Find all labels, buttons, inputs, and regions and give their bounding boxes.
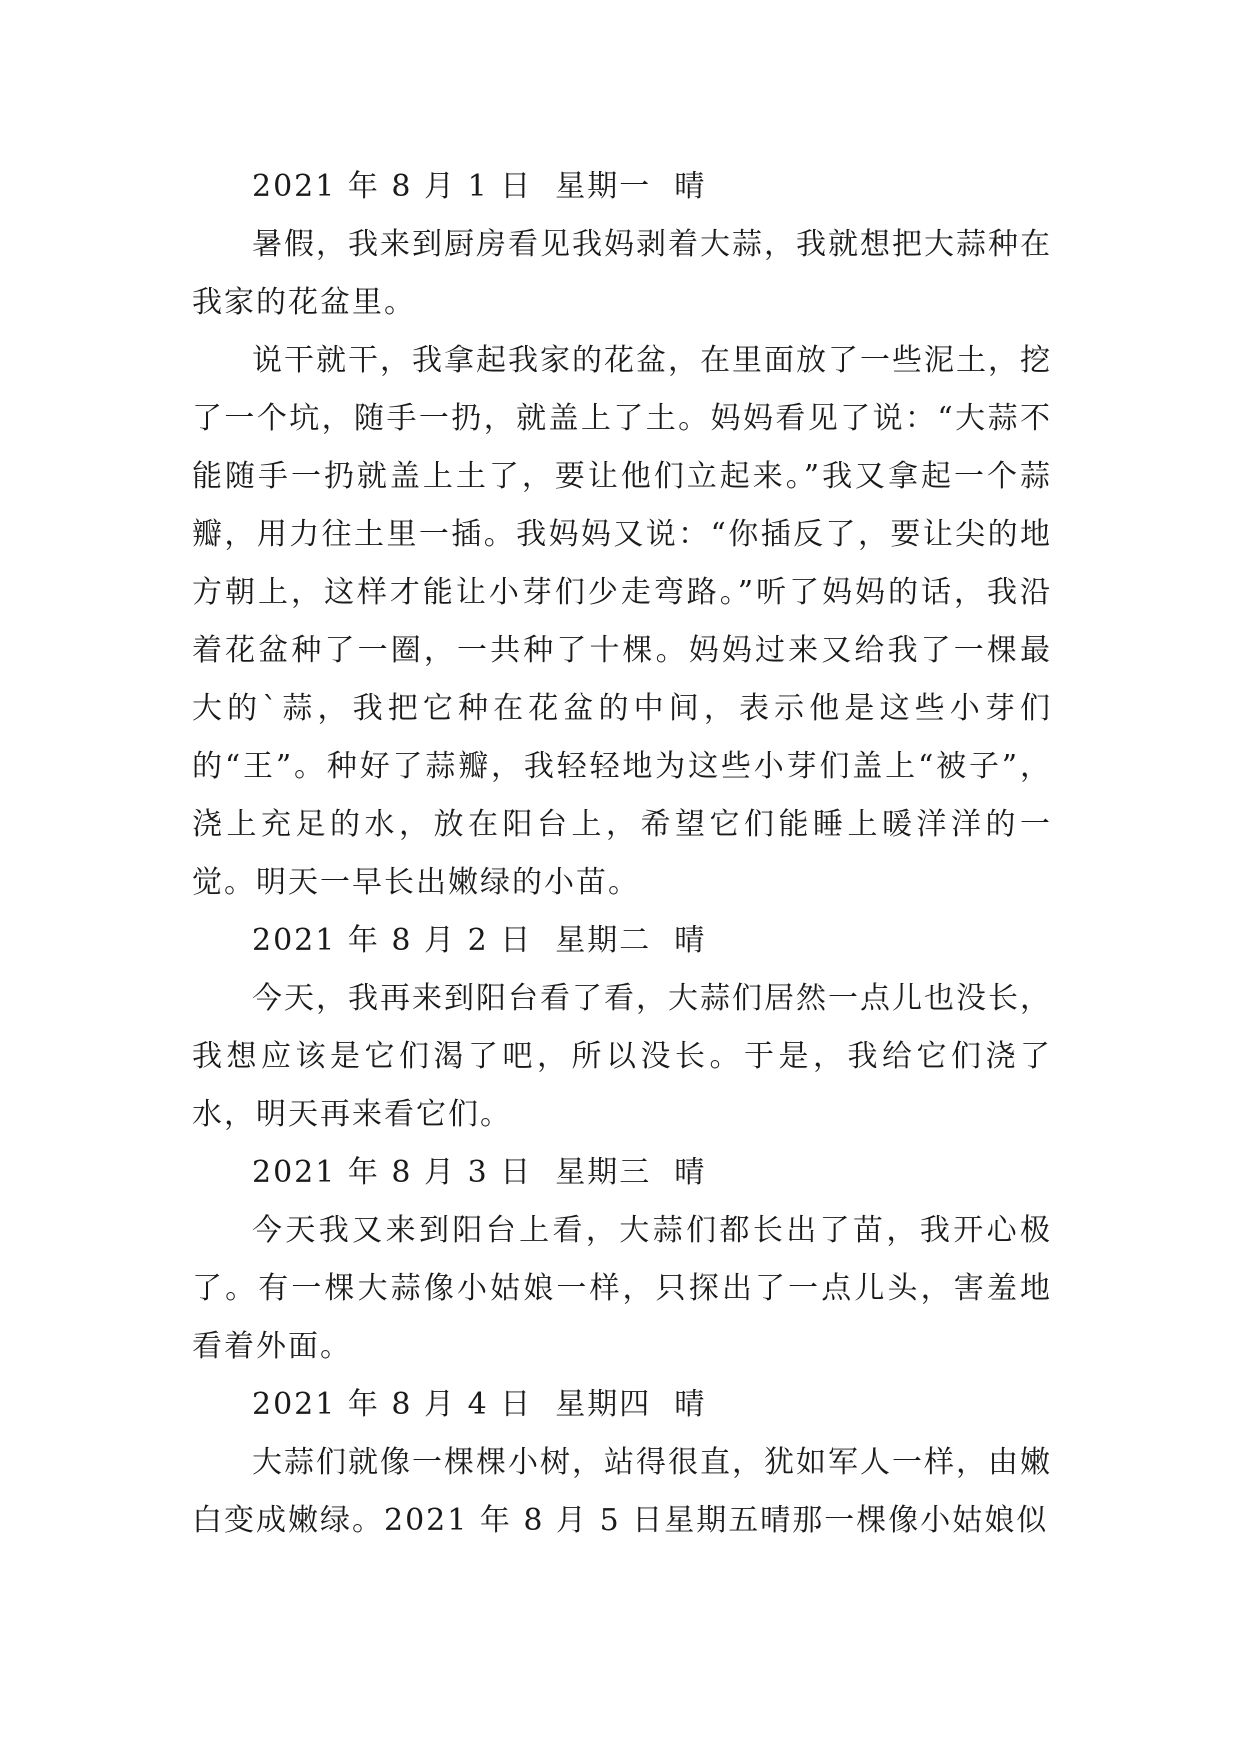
diary-date-2: 2021 年 8 月 2 日 星期二 晴 [252,923,707,958]
diary-paragraph: 今天我又来到阳台上看，大蒜们都长出了苗，我开心极了。有一棵大蒜像小姑娘一样，只探出了一点儿头，害羞地看着外面。 [192,1213,1052,1364]
diary-paragraph: 今天，我再来到阳台看了看，大蒜们居然一点儿也没长，我想应该是它们渴了吧，所以没长。于是，我给它们浇了水，明天再来看它们。 [192,981,1052,1132]
diary-date-3: 2021 年 8 月 3 日 星期三 晴 [252,1155,707,1190]
diary-date-1: 2021 年 8 月 1 日 星期一 晴 [252,169,707,204]
diary-paragraph: 暑假，我来到厨房看见我妈剥着大蒜，我就想把大蒜种在我家的花盆里。 [192,227,1052,320]
diary-paragraph: 说干就干，我拿起我家的花盆，在里面放了一些泥土，挖了一个坑，随手一扔，就盖上了土。妈妈看见了说：“大蒜不能随手一扔就盖上土了，要让他们立起来。”我又拿起一个蒜瓣，用力往土里一插。我妈妈又说：“你插反了，要让尖的地方朝上，这样才能让小芽们少走弯路。”听了妈妈的话，我沿着花盆种了一圈，一共种了十棵。妈妈过来又给我了一棵最大的`蒜，我把它种在花盆的中间，表示他是这些小芽们的“王”。种好了蒜瓣，我轻轻地为这些小芽们盖上“被子”，浇上充足的水，放在阳台上，希望它们能睡上暖洋洋的一觉。明天一早长出嫩绿的小苗。 [192,343,1052,900]
diary-date-4: 2021 年 8 月 4 日 星期四 晴 [252,1387,707,1422]
document-page [192,158,1052,1550]
diary-paragraph: 大蒜们就像一棵棵小树，站得很直，犹如军人一样，由嫩白变成嫩绿。2021 年 8 月 5 日星期五晴那一棵像小姑娘似 [192,1445,1052,1538]
